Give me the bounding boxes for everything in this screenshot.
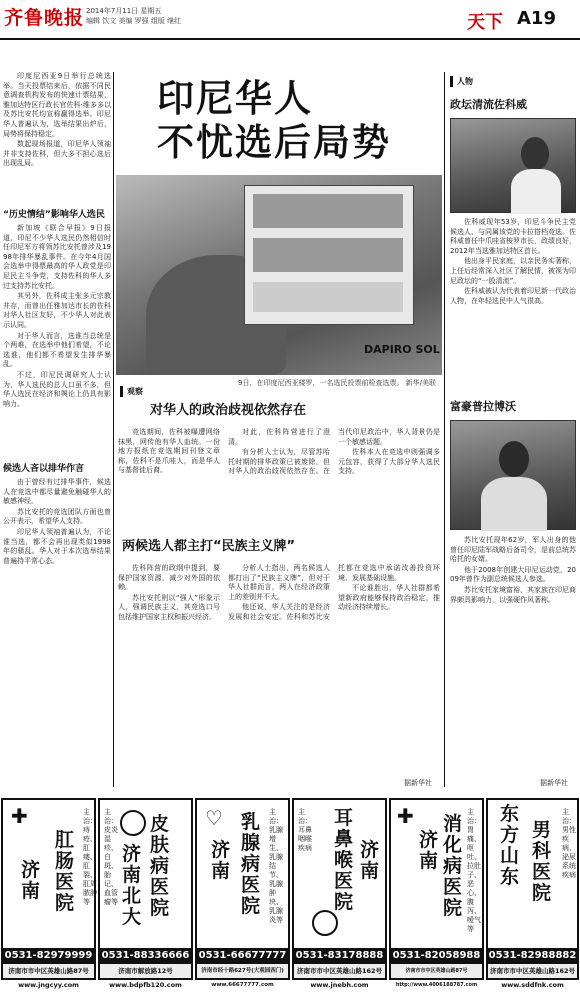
ad-phone: 0531-66677777 <box>197 948 288 964</box>
ad-phone: 0531-83178888 <box>294 948 385 964</box>
ad-phone: 0531-88336666 <box>100 948 191 964</box>
headline-line: 不忧选后局势 <box>157 120 391 164</box>
ad-address <box>197 964 288 988</box>
section-name: 天下 <box>467 12 503 33</box>
intro-paragraph: 数起现场报道，印尼华人领袖并非支持佐科，但大多不担心选后出现乱局。 <box>3 140 111 168</box>
portrait-face <box>499 441 529 477</box>
ad-web-text: www.sddfnk.com <box>501 981 564 989</box>
ad-city: 东方山东 <box>500 803 520 888</box>
advertisement-row <box>0 798 580 989</box>
masthead <box>0 0 580 40</box>
ad-addr-text: 济南市市中区英雄山路87号 <box>405 968 468 974</box>
body-paragraph: 他于2008年创建大印尼运动党，2009年曾作为副总统候选人参选。 <box>450 565 576 584</box>
cross-icon: ✚ <box>11 804 28 828</box>
ballot-candidate-row <box>253 194 403 228</box>
ad-addr-text: 济南市经十路627号(大观园西门) <box>201 968 284 974</box>
center-text-2 <box>118 564 440 774</box>
intro-text <box>3 72 111 202</box>
body-paragraph: 分析人士指出，两名候选人都打出了“民族主义牌”，但对于华人社群而言，两人在经济政策上的差别并不大。 <box>228 564 330 601</box>
cross-icon: ✚ <box>397 804 414 828</box>
ballot-paper <box>244 185 414 325</box>
ad-address <box>488 964 577 989</box>
ad-city: 济南 <box>21 859 41 902</box>
ad-city: 济南北大 <box>122 843 142 928</box>
body-paragraph: 苏比安托的竞选团队方面也曾公开表示，希望华人支持。 <box>3 507 111 526</box>
candidates-text <box>3 478 111 778</box>
ad-ent-hospital[interactable] <box>292 798 387 989</box>
body-paragraph: 苏比安托现年62岁，军人出身的他曾任印尼陆军战略后备司令，是前总统苏哈托的女婿。 <box>450 536 576 564</box>
center-headline-1: 对华人的政治歧视依然存在 <box>150 403 307 418</box>
ballot-candidate-row <box>253 238 403 272</box>
ad-hospital-name: 乳腺病医院 <box>241 811 261 917</box>
ad-web-text: www.bdpfb120.com <box>109 981 182 989</box>
subheading-candidates: 候选人吝以排华作言 <box>3 464 85 474</box>
ad-services: 主治：男性疾病、泌尿系统疾病 <box>562 808 576 879</box>
body-paragraph: 苏比安托家境富裕，其家族在印尼商界颇具影响力，以强硬作风著称。 <box>450 585 576 604</box>
date-text: 2014年7月11日 星期五 <box>86 7 162 15</box>
ad-web-text: www.jngcyy.com <box>18 981 79 989</box>
ad-web-text: www.jnebh.com <box>310 981 369 989</box>
body-paragraph: 佐科威现年53岁，印尼斗争民主党候选人，与同属该党的卡拉搭档竞选。佐科威曾任中爪哇省梭罗市长，政绩良好，2012年当选雅加达特区首长。 <box>450 218 576 255</box>
portrait-face <box>521 137 549 171</box>
ad-hospital-name: 肛肠医院 <box>55 829 75 914</box>
ad-breast-hospital[interactable] <box>195 798 290 988</box>
body-paragraph: 对于华人而言，选谁当总统是个两难，在选举中他们希望，不论选谁，他们都不希望发生排华暴乱。 <box>3 331 111 369</box>
ad-digestive-hospital[interactable] <box>389 798 484 988</box>
ad-phone: 0531-82988882 <box>488 948 577 964</box>
jokowi-photo <box>450 118 576 213</box>
ad-services: 主治：耳鼻咽喉疾病 <box>298 808 312 852</box>
ad-addr-text: 济南市市中区英雄山路162号 <box>489 967 576 975</box>
ad-address <box>3 964 94 989</box>
ad-web-text: http://www.4006188787.com <box>395 982 478 988</box>
prabowo-photo <box>450 420 576 530</box>
right-headline-2: 富豪普拉博沃 <box>450 400 516 413</box>
ad-address <box>100 964 191 989</box>
page-number: A19 <box>517 8 556 29</box>
intro-paragraph: 印度尼西亚9日举行总统选举。当天投票结束后，依据不同民意调查机构发布的快速计票结果，雅加达特区行政长官佐科·维多多以及苏比安托均宣称赢得选举。印尼华人普遍认为，选举结果出炉后，局势将保持稳定。 <box>3 72 111 138</box>
body-paragraph: 新加坡《联合早报》9日报道，印尼不少华人选民仍然相信时任印尼军方将领苏比安托曾涉及1998年排华暴乱事件。在今年4月国会选举中得票最高的华人政党是印尼民主斗争党，支持佐科的华人多过支持苏比安托。 <box>3 224 111 290</box>
ad-city: 济南 <box>211 839 231 882</box>
body-paragraph: 其另外，佐科成主张多元宗教并存，而曾出任雅加达市长的佐科对华人社区友好，不少华人对此表示认同。 <box>3 292 111 329</box>
body-paragraph: 苏比安托则以“强人”形象示人，强调民族主义，其竞选口号包括维护国家主权和振兴经济。 <box>118 593 220 621</box>
headline-line: 印尼华人 <box>157 76 313 120</box>
body-paragraph: 佐科阵营的政纲中提到，要保护国家资源，减少对外国的依赖。 <box>118 564 220 592</box>
right-credit: 据新华社 <box>540 779 568 787</box>
main-headline <box>157 76 391 164</box>
body-paragraph: 有分析人士认为，尽管苏哈托时期的排华政策已被废除，但对华人的政治歧视依然存在。在当代印尼政治中，华人背景仍是一个敏感话题。 <box>228 428 440 476</box>
ballot-title: DAPIRO SOL <box>364 343 440 356</box>
ad-address <box>294 964 385 989</box>
ad-services: 主治：乳腺增生、乳腺结节、乳腺肿块、乳腺炎等 <box>269 808 283 924</box>
main-photo <box>116 175 442 375</box>
body-paragraph: 不论谁胜出，华人社群都希望新政府能够保持政治稳定，推动经济持续增长。 <box>338 584 440 612</box>
ad-services: 主治：皮炎湿疹、白斑、胎记、血管瘤等 <box>104 808 118 906</box>
jokowi-text <box>450 218 576 390</box>
hospital-logo-icon <box>312 910 338 936</box>
body-paragraph: 印尼华人领袖普遍认为，不论谁当选，都不会再出现类似1998年的骚乱。华人对于本次选举结果普遍持平常心态。 <box>3 527 111 565</box>
center-headline-2: 两候选人都主打“民族主义牌” <box>122 539 296 554</box>
ad-andrology-hospital[interactable] <box>486 798 579 989</box>
portrait-shirt <box>511 169 561 214</box>
ad-address <box>391 964 482 988</box>
ad-phone: 0531-82979999 <box>3 948 94 964</box>
ad-addr-text: 济南市市中区英雄山路162号 <box>296 967 383 975</box>
ad-anorectal-hospital[interactable] <box>1 798 97 989</box>
ad-services: 主治：胃痛、呕吐、拉肚子、恶心、腹泻、嗳气等 <box>467 808 481 933</box>
body-paragraph: 他出身平民家庭，以亲民务实著称，上任后经常深入社区了解民情，被视为印尼政坛的“一股清流”。 <box>450 257 576 285</box>
ad-hospital-name: 消化病医院 <box>443 813 463 919</box>
ad-hospital-name: 男科医院 <box>532 819 552 904</box>
prabowo-text <box>450 536 576 776</box>
body-paragraph: 对此，佐科阵营进行了澄清。 <box>228 428 330 446</box>
column-label-people: 人物 <box>450 76 477 87</box>
newspaper-logo: 齐鲁晚报 <box>4 7 85 29</box>
editors-text: 编辑 饮文 美编 罗强 组版 继红 <box>86 17 182 25</box>
center-text-1 <box>118 428 440 528</box>
ad-addr-text: 济南市市中区英雄山路87号 <box>8 967 89 975</box>
body-paragraph: 由于曾经有过排华事件，候选人在竞选中都尽量避免触碰华人的敏感神经。 <box>3 478 111 506</box>
subheading-history: “历史情结”影响华人选民 <box>3 210 105 220</box>
ad-hospital-name: 耳鼻喉医院 <box>334 807 354 913</box>
body-paragraph: 不过，印尼民调研究人士认为，华人选民的总人口虽不多，但华人选民在经济和舆论上仍具有影响力。 <box>3 370 111 408</box>
column-label-observe: 观察 <box>120 386 147 397</box>
portrait-shirt <box>481 477 547 531</box>
ad-phone: 0531-82058988 <box>391 948 482 964</box>
ad-services: 主治：痔疮、肛瘘、肛裂、肛周脓肿等 <box>83 808 97 906</box>
ad-city: 济南 <box>360 839 380 882</box>
history-text <box>3 224 111 456</box>
right-headline-1: 政坛清流佐科威 <box>450 98 527 111</box>
ad-skin-hospital[interactable] <box>98 798 193 989</box>
heart-icon: ♡ <box>205 806 223 830</box>
body-paragraph: 他还说，华人关注的是经济发展和社会安定。佐科和苏比安托都在竞选中承诺改善投资环境、发展基础设施。 <box>228 564 440 621</box>
center-credit: 据新华社 <box>404 779 432 787</box>
photo-caption: 9日，在印度尼西亚楼罗，一名选民投票前检查选票。 新华/美联 <box>238 379 437 387</box>
body-paragraph: 竞选期间，佐科被曝遭网络抹黑，网传他有华人血统。一份地方报纸在竞选期间刊登文章称，佐科不是爪哇人，而是华人与基督徒后裔。 <box>118 428 220 475</box>
ad-web-text: www.66677777.com <box>211 982 274 988</box>
ad-hospital-name: 皮肤病医院 <box>150 813 170 919</box>
column-rule <box>113 72 114 787</box>
ad-addr-text: 济南市解放路12号 <box>118 967 173 975</box>
body-paragraph: 佐科本人在竞选中则强调多元包容，获得了大部分华人选民支持。 <box>338 448 440 476</box>
column-rule <box>444 72 445 787</box>
ad-city: 济南 <box>419 829 439 872</box>
dateline <box>86 6 181 26</box>
ballot-candidate-row <box>253 282 403 312</box>
hospital-logo-icon <box>120 810 146 836</box>
body-paragraph: 佐科威被认为代表着印尼新一代政治人物，在年轻选民中人气很高。 <box>450 287 576 305</box>
